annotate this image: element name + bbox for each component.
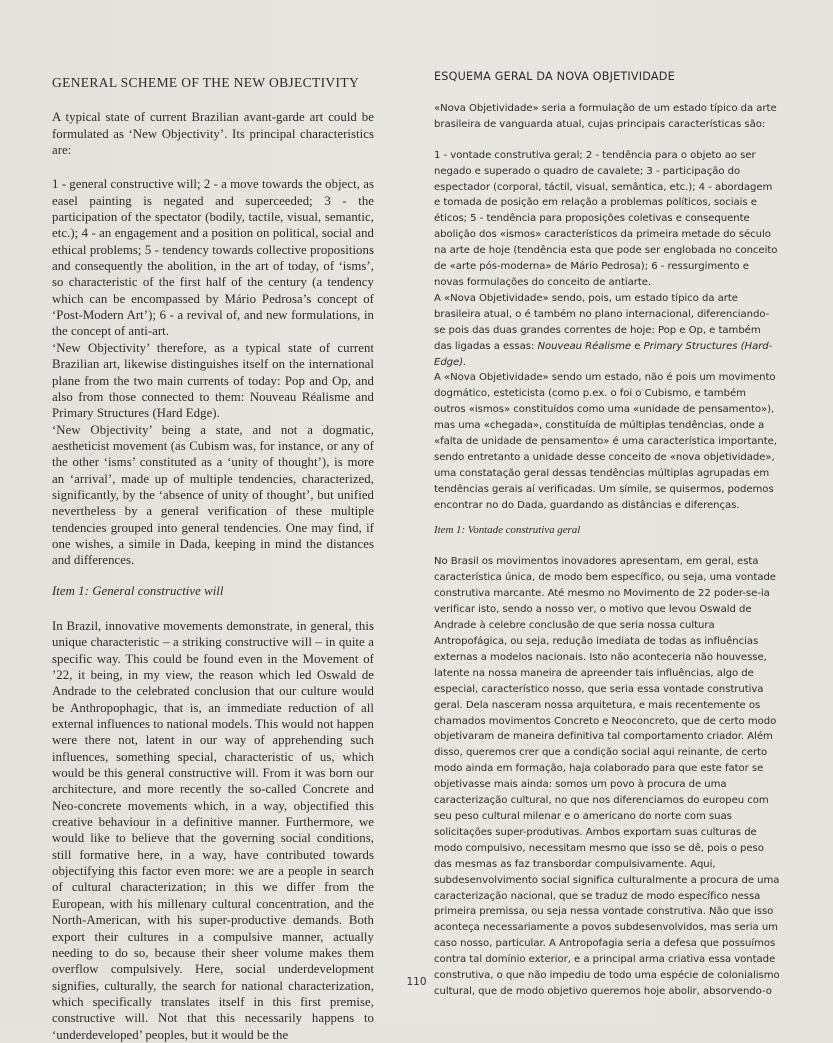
english-column bbox=[52, 66, 374, 1043]
english-paragraph-state: ‘New Objectivity’ therefore, as a typical state of current Brazilian art, likewise distinguishes itself on the international plane from the two main currents of today: Pop and Op, and also from those connected to them: Nouveau Réalisme and Primary Structures (Hard Edge). bbox=[52, 340, 374, 421]
portuguese-intro: «Nova Objetividade» seria a formulação de um estado típico da arte brasileira de vanguarda atual, cujas principais características são: bbox=[434, 102, 777, 130]
portuguese-state-nouveau-realisme: Nouveau Réalisme bbox=[537, 340, 632, 352]
portuguese-paragraph-movement: A «Nova Objetividade» sendo um estado, não é pois um movimento dogmático, esteticista (como p.ex. o foi o Cubismo, e também outros «ismos» constituídos como uma «unidade de pensamento»), mas uma «chegada», constituída de múltiplas tendências, onde a «falta de unidade de pensamento» é uma característica importante, sendo entretanto a unidade desse conceito de «nova objetividade», uma constatação geral dessas tendências múltiplas agrupadas em tendências gerais aí verificadas. Um símile, se quisermos, podemos encontrar no do Dada, guardando as distâncias e diferenças. bbox=[434, 372, 777, 511]
portuguese-item1-heading: Item 1: Vontade construtiva geral bbox=[434, 523, 581, 536]
english-intro: A typical state of current Brazilian avant-garde art could be formulated as ‘New Objectivity’. Its principal characteristics are: bbox=[52, 110, 374, 158]
page-number: 110 bbox=[406, 976, 427, 988]
english-paragraph-movement: ‘New Objectivity’ being a state, and not a dogmatic, aestheticist movement (as Cubism was, for instance, or any of the other ‘isms’ constituted as a ‘unity of thought’), is more an ‘arrival’, made up of multiple tendencies, characterized, significantly, by the ‘absence of unity of thought’, but unified nevertheless by a general verification of these multiple tendencies grouped into general tendencies. One may find, if one wishes, a simile in Dada, keeping in mind the distances and differences. bbox=[52, 422, 374, 568]
english-characteristics: 1 - general constructive will; 2 - a move towards the object, as easel painting is negated and superceeded; 3 - the participation of the spectator (bodily, tactile, visual, semantic, etc.); 4 - an engagement and a position on political, social and ethical problems; 5 - tendency towards collective propositions and consequently the abolition, in the art of today, of ‘isms’, so characteristic of the first half of the century (a tendency which can be encompassed by Mário Pedrosa’s concept of ‘Post-Modern Art’); 6 - a revival of, and new formulations, in the concept of anti-art. bbox=[52, 177, 374, 339]
portuguese-paragraph-state bbox=[434, 291, 780, 371]
english-item1-text: In Brazil, innovative movements demonstrate, in general, this unique characteristic – a striking constructive will – in quite a specific way. This could be found even in the Movement of ’22, it being, in my view, the reason which led Oswald de Andrade to the celebrated conclusion that our culture would be Anthropophagic, that is, an immediate reduction of all external influences to national models. This would not happen were there not, latent in our way of apprehending such influences, something special, characteristic of us, which would be this general constructive will. From it was born our architecture, and more recently the so-called Concrete and Neo-concrete movements which, in a way, objectified this creative behaviour in a definitive manner. Furthermore, we would like to believe that the governing social conditions, still formative here, in a way, have contributed towards objectifying this factor even more: we are a people in search of cultural characterization; in this we differ from the European, with his millenary cultural concentration, and the North-American, with his super-productive demands. Both export their cultures in a compulsive manner, actually needing to do so, because their sheer volume makes them overflow compulsively. Here, social underdevelopment signifies, culturally, the search for national characterization, which specifically translates itself in this first premise, constructive will. Not that this necessarily happens to ‘underdeveloped’ peoples, but it would be the bbox=[52, 618, 374, 1042]
portuguese-column bbox=[434, 66, 780, 1000]
portuguese-state-text-b: e bbox=[631, 340, 644, 352]
english-item1-heading: Item 1: General constructive will bbox=[52, 583, 224, 598]
english-title: GENERAL SCHEME OF THE NEW OBJECTIVITY bbox=[52, 75, 360, 90]
portuguese-characteristics: 1 - vontade construtiva geral; 2 - tendência para o objeto ao ser negado e superado o quadro de cavalete; 3 - participação do espectador (corporal, táctil, visual, semântica, etc.); 4 - abordagem e tomada de posição em relação a problemas políticos, sociais e éticos; 5 - tendência para proposições coletivas e consequente abolição dos «ismos» característicos da primeira metade do século na arte de hoje (tendência esta que pode ser englobada no conceito de «arte pós-moderna» de Mário Pedrosa); 6 - ressurgimento e novas formulações do conceito de antiarte. bbox=[434, 149, 778, 288]
portuguese-state-text-a: A «Nova Objetividade» sendo, pois, um estado típico da arte brasileira atual, o é também no plano internacional, diferenciando-se pois das duas grandes correntes de hoje: Pop e Op, e também das ligadas a essas: bbox=[434, 292, 770, 352]
portuguese-item1-text: No Brasil os movimentos inovadores apresentam, em geral, esta característica única, de modo bem específico, ou seja, uma vontade construtiva marcante. Até mesmo no Movimento de 22 poder-se-ia verificar isto, sendo a nosso ver, o motivo que levou Oswald de Andrade à celebre conclusão de que seria nossa cultura Antropofágica, ou seja, redução imediata de todas as influências externas a modelos nacionais. Isto não aconteceria não houvesse, latente na nossa maneira de apreender tais influências, algo de especial, característico nosso, que seria essa vontade construtiva geral. Dela nasceram nossa arquitetura, e mais recentemente os chamados movimentos Concreto e Neoconcreto, que de certo modo objetivaram de maneira definitiva tal comportamento criador. Além disso, queremos crer que a condição social aqui reinante, de certo modo ainda em formação, haja colaborado para que este fator se objetivasse mais ainda: somos um povo à procura de uma caracterização cultural, no que nos diferenciamos do europeu com seu peso cultural milenar e o americano do norte com suas solicitações super-produtivas. Ambos exportam suas culturas de modo compulsivo, necessitam mesmo que isso se dê, pois o peso das mesmas as faz transbordar compulsivamente. Aqui, subdesenvolvimento social significa culturalmente a procura de uma caracterização nacional, que se traduz de modo específico nessa primeira premissa, ou seja nessa vontade construtiva. Não que isso aconteça necessariamente a povos subdesenvolvidos, mas seria um caso nosso, particular. A Antropofagia seria a defesa que possuímos contra tal domínio exterior, e a principal arma criativa essa vontade construtiva, o que não impediu de todo uma espécie de colonialismo cultural, que de modo objetivo queremos hoje abolir, absorvendo-o bbox=[434, 556, 780, 997]
portuguese-state-primary-structures: Primary Structures (Hard-Edge). bbox=[434, 340, 773, 368]
portuguese-title: ESQUEMA GERAL DA NOVA OBJETIVIDADE bbox=[434, 70, 675, 83]
